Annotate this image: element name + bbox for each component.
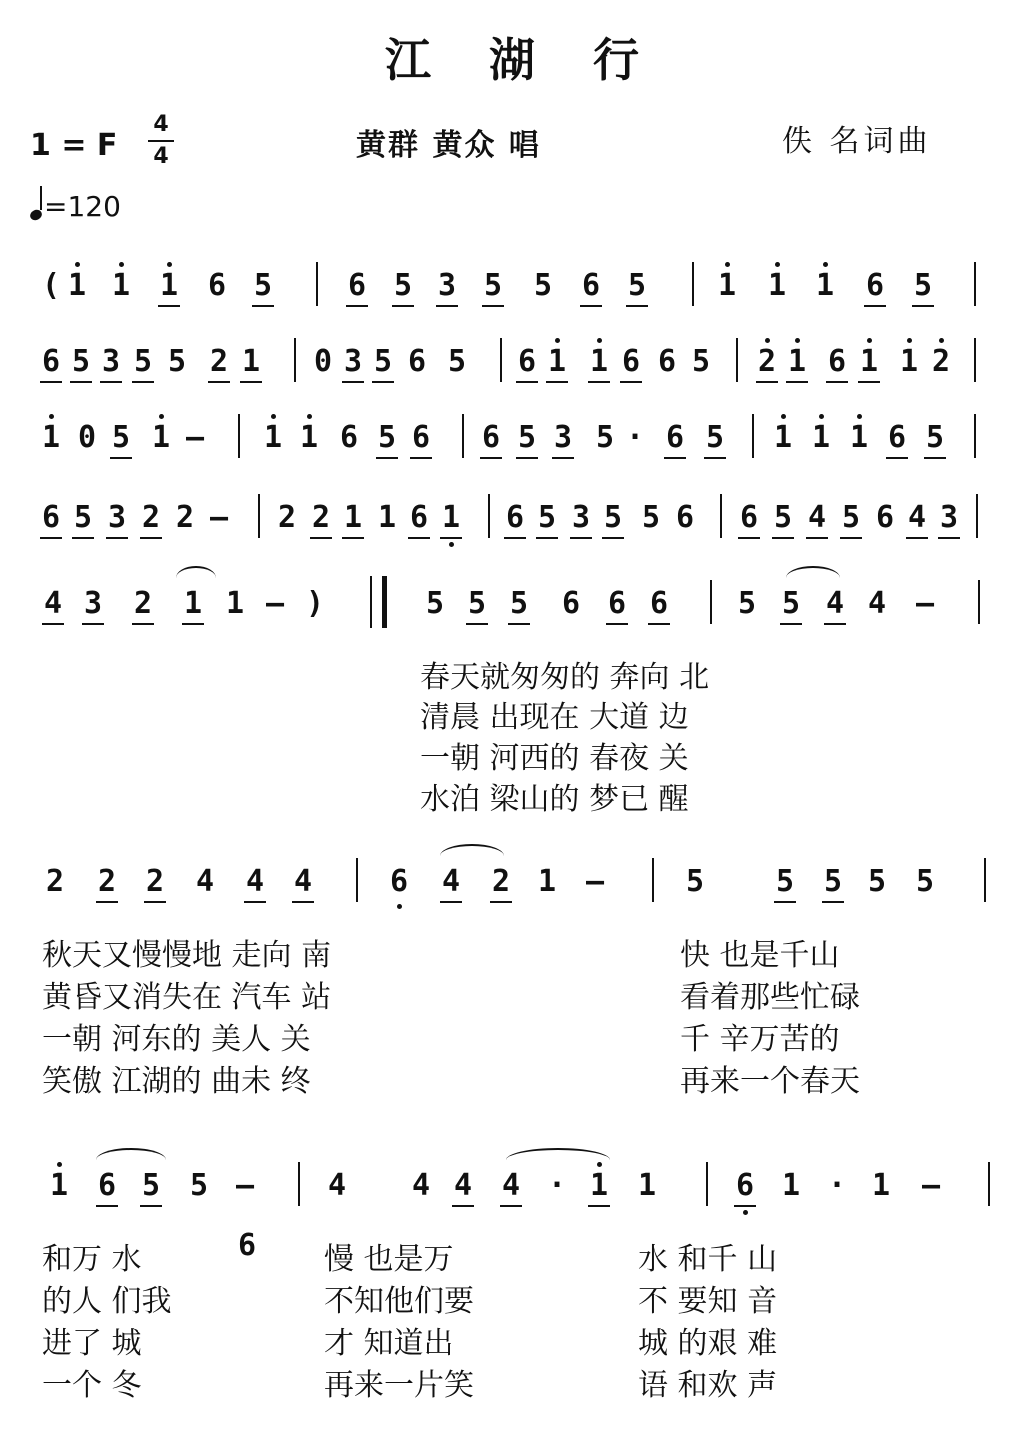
octave-high-dot [781,414,786,419]
note: 4 [824,586,846,625]
barline [258,494,260,538]
song-title: 江湖行 [385,33,697,87]
note: 6 [40,500,62,539]
tie-slur [96,1148,166,1172]
note: 6 [207,268,227,303]
note: 6 [480,420,502,459]
note: 6 [346,268,368,307]
note: 2 [140,500,162,539]
note: 5 [140,1168,162,1207]
time-signature-top: 4 [153,112,169,137]
lyric-line: 千 辛万苦的 [680,1022,840,1057]
note: 1 [772,420,794,455]
barline [976,494,978,538]
note: 5 [704,420,726,459]
note: 4 [42,586,64,625]
note: 1 [182,586,204,625]
quarter-note-icon [28,208,43,222]
note: 5 [189,1168,209,1203]
octave-high-dot [119,262,124,267]
note: 1 [537,864,557,899]
lyric-line: 慢 也是万 [324,1242,454,1277]
notation-symbol: – [915,586,935,621]
note: 5 [915,864,935,899]
note: 5 [840,500,862,539]
quarter-note-stem [40,186,42,210]
note: 1 [377,500,397,535]
note: 1 [637,1168,657,1203]
barline [462,414,464,458]
note: 5 [70,344,92,383]
note: 3 [552,420,574,459]
barline [974,414,976,458]
octave-high-dot [819,414,824,419]
barline [652,858,654,902]
lyric-line: 城 的艰 难 [638,1326,778,1361]
note: 5 [536,500,558,539]
note: 5 [72,500,94,539]
note: 6 [886,420,908,459]
note: 2 [310,500,332,539]
note: 2 [45,864,65,899]
note: 1 [898,344,920,379]
barline [752,414,754,458]
lyric-line: 一朝 河西的 春夜 关 [420,741,689,776]
note: 3 [570,500,592,539]
embedded-note-6: 6 [238,1228,257,1263]
note: 2 [175,500,195,535]
notation-symbol: – [235,1168,255,1203]
note: 6 [606,586,628,625]
time-signature-line [148,140,174,142]
note: 1 [588,1168,610,1207]
tempo-value: =120 [44,190,121,223]
note: 5 [376,420,398,459]
note: 5 [595,420,615,455]
notation-symbol: – [209,500,229,535]
note: 1 [546,344,568,383]
note: 1 [810,420,832,455]
note: 1 [40,420,62,455]
note: 1 [66,268,88,303]
note: 6 [504,500,526,539]
lyric-line: 黄昏又消失在 汽车 站 [42,980,332,1015]
notation-symbol: – [585,864,605,899]
note: 1 [440,500,462,539]
note: 5 [780,586,802,625]
note: 4 [292,864,314,903]
tempo-marking [30,190,121,223]
note: 3 [938,500,960,539]
octave-high-dot [765,338,770,343]
barline [988,1162,990,1206]
note: 5 [482,268,504,307]
note: 3 [436,268,458,307]
note: 1 [871,1168,891,1203]
note: 1 [588,344,610,383]
barline [978,580,980,624]
barline [736,338,738,382]
score-row-6 [0,852,1024,912]
note: 1 [766,268,788,303]
note: 6 [675,500,695,535]
note: 5 [867,864,887,899]
note: 1 [150,420,172,455]
note: 5 [508,586,530,625]
lyric-line: 一朝 河东的 美人 关 [42,1022,311,1057]
note: 6 [516,344,538,383]
note: 1 [786,344,808,383]
notation-symbol: · [547,1168,567,1203]
note: 5 [466,586,488,625]
note: 5 [685,864,705,899]
note: 5 [737,586,757,621]
octave-high-dot [555,338,560,343]
barline [488,494,490,538]
tie-slur [786,566,840,590]
note: 1 [262,420,284,455]
octave-high-dot [939,338,944,343]
note: 4 [411,1168,431,1203]
note: 5 [392,268,414,307]
note: 2 [930,344,952,379]
note: 1 [110,268,132,303]
note: 1 [158,268,180,307]
lyric-line: 进了 城 [42,1326,142,1361]
lyric-line: 秋天又慢慢地 走向 南 [42,938,332,973]
barline [298,1162,300,1206]
note: 5 [110,420,132,459]
octave-high-dot [795,338,800,343]
time-signature-bottom: 4 [153,144,169,169]
octave-high-dot [597,338,602,343]
octave-high-dot [725,262,730,267]
lyric-line: 和万 水 [42,1242,142,1277]
lyric-line: 一个 冬 [42,1368,142,1403]
note: 4 [500,1168,522,1207]
octave-high-dot [907,338,912,343]
lyric-line: 水 和千 山 [638,1242,778,1277]
note: 0 [313,344,333,379]
lyric-line: 笑傲 江湖的 曲未 终 [42,1064,311,1099]
notation-symbol: – [921,1168,941,1203]
barline [706,1162,708,1206]
lyric-line: 不 要知 音 [638,1284,778,1319]
time-signature [146,112,176,170]
note: 5 [372,344,394,383]
octave-high-dot [57,1162,62,1167]
note: 4 [452,1168,474,1207]
barline [720,494,722,538]
barline [294,338,296,382]
octave-high-dot [867,338,872,343]
note: 5 [772,500,794,539]
note: 4 [867,586,887,621]
note: 6 [826,344,848,383]
note: 5 [641,500,661,535]
notation-symbol: ) [305,586,325,621]
note: 5 [533,268,553,303]
octave-high-dot [75,262,80,267]
score-row-1 [0,256,1024,316]
octave-high-dot [49,414,54,419]
note: 6 [96,1168,118,1207]
score-row-3 [0,408,1024,468]
note: 6 [620,344,642,383]
note: 6 [664,420,686,459]
note: 1 [48,1168,70,1203]
note: 6 [561,586,581,621]
note: 5 [912,268,934,307]
note: 6 [864,268,886,307]
octave-low-dot [397,904,402,909]
note: 1 [858,344,880,383]
lyric-line: 清晨 出现在 大道 边 [420,700,689,735]
note: 5 [425,586,445,621]
lyric-line: 春天就匆匆的 奔向 北 [420,660,710,695]
note: 3 [106,500,128,539]
note: 0 [77,420,97,455]
note: 6 [738,500,760,539]
note: 2 [132,586,154,625]
composer-credit: 佚 名词曲 [782,124,932,159]
note: 1 [240,344,262,383]
octave-high-dot [823,262,828,267]
notation-symbol: · [827,1168,847,1203]
note: 4 [440,864,462,903]
note: 4 [906,500,928,539]
score-row-4 [0,488,1024,548]
octave-high-dot [271,414,276,419]
note: 6 [339,420,359,455]
tie-slur [176,566,216,590]
lyric-line: 不知他们要 [324,1284,474,1319]
note: 5 [447,344,467,379]
key-signature: 1 = F [30,128,118,163]
barline [710,580,712,624]
note: 1 [225,586,245,621]
note: 5 [691,344,711,379]
note: 5 [167,344,187,379]
note: 5 [252,268,274,307]
barline [238,414,240,458]
note: 4 [244,864,266,903]
note: 1 [814,268,836,303]
note: 4 [806,500,828,539]
octave-high-dot [159,414,164,419]
lyric-line: 再来一个春天 [680,1064,860,1099]
note: 5 [132,344,154,383]
note: 5 [602,500,624,539]
score-row-5 [0,574,1024,634]
octave-high-dot [857,414,862,419]
lyric-line: 看着那些忙碌 [680,980,860,1015]
octave-high-dot [775,262,780,267]
barline [974,262,976,306]
lyric-line: 水泊 梁山的 梦已 醒 [420,782,689,817]
notation-symbol: – [185,420,205,455]
note: 2 [96,864,118,903]
barline [692,262,694,306]
note: 6 [580,268,602,307]
note: 5 [822,864,844,903]
lyric-line: 快 也是千山 [680,938,840,973]
lyric-line: 语 和欢 声 [638,1368,778,1403]
note: 5 [516,420,538,459]
note: 6 [410,420,432,459]
note: 2 [277,500,297,535]
note: 2 [208,344,230,383]
note: 5 [774,864,796,903]
lyric-line: 才 知道出 [324,1326,454,1361]
score-row-2 [0,332,1024,392]
octave-low-dot [449,542,454,547]
notation-symbol: ( [41,268,61,303]
note: 3 [342,344,364,383]
note: 3 [100,344,122,383]
note: 2 [756,344,778,383]
tie-slur [440,844,504,868]
notation-symbol: · [625,420,645,455]
note: 1 [781,1168,801,1203]
notation-symbol: – [265,586,285,621]
tie-slur [506,1148,610,1172]
note: 2 [144,864,166,903]
octave-low-dot [743,1210,748,1215]
note: 4 [195,864,215,899]
barline [316,262,318,306]
octave-high-dot [307,414,312,419]
score-row-7 [0,1156,1024,1216]
barline [984,858,986,902]
note: 6 [40,344,62,383]
note: 6 [657,344,677,379]
note: 1 [716,268,738,303]
note: 6 [648,586,670,625]
note: 5 [626,268,648,307]
note: 6 [388,864,410,899]
barline [500,338,502,382]
note: 4 [327,1168,347,1203]
note: 1 [298,420,320,455]
note: 1 [342,500,364,539]
note: 6 [407,344,427,379]
note: 1 [848,420,870,455]
double-barline [370,576,387,628]
barline [974,338,976,382]
note: 5 [924,420,946,459]
singers: 黄群 黄众 唱 [356,128,541,163]
octave-high-dot [167,262,172,267]
barline [356,858,358,902]
note: 6 [734,1168,756,1207]
note: 3 [82,586,104,625]
note: 2 [490,864,512,903]
note: 6 [875,500,895,535]
lyric-line: 再来一片笑 [324,1368,474,1403]
note: 6 [408,500,430,539]
lyric-line: 的人 们我 [42,1284,172,1319]
